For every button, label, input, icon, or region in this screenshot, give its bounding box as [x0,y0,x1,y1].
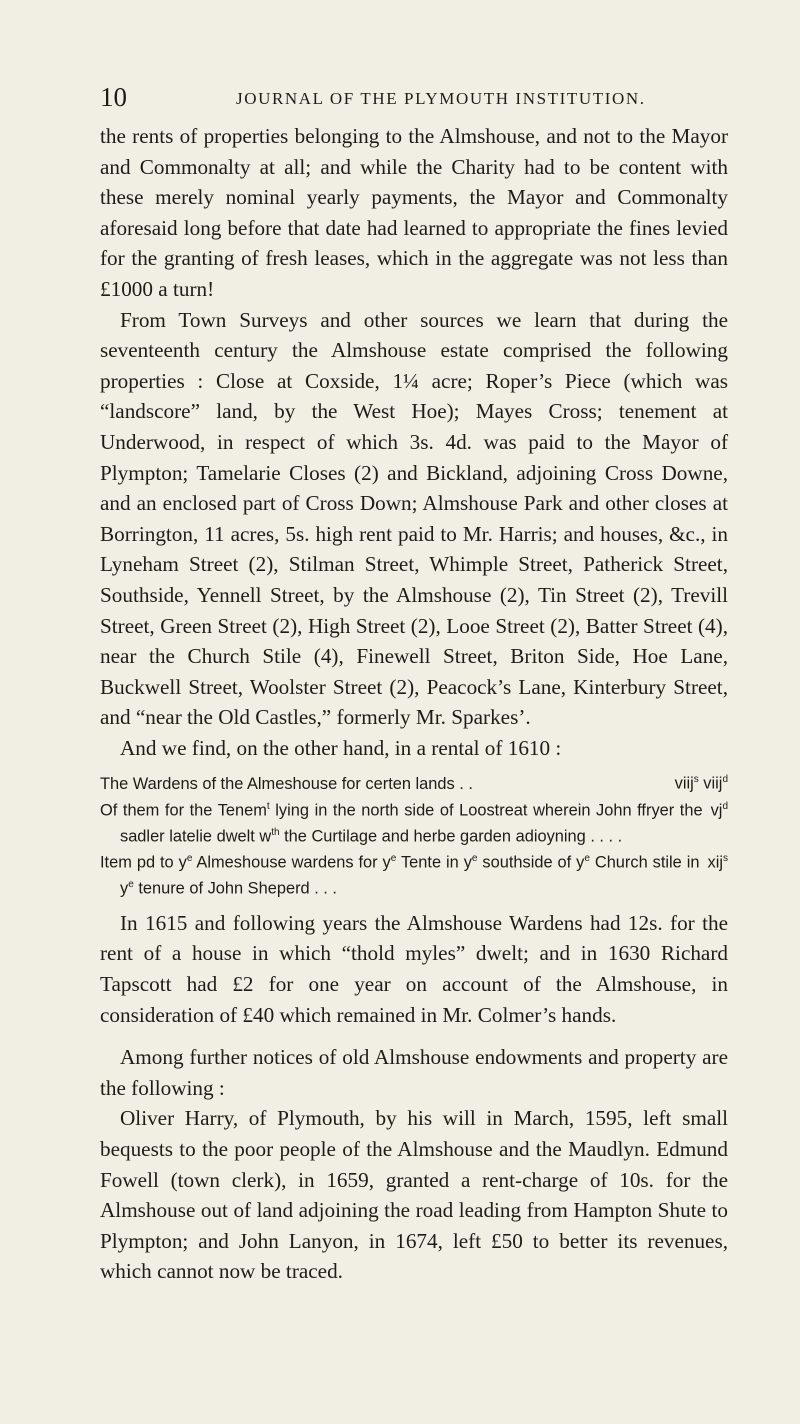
page-number: 10 [100,82,127,112]
paragraph-town-surveys: From Town Surveys and other sources we learn that during the seventeenth century the Almshouse estate comprised the following properties : Close at Coxside, 1¼ acre; Roper’s Piece (which was “landscore” land, by the West Hoe); Mayes Cross; tenement at Underwood, in respect of which 3s. 4d. was paid to the Mayor of Plympton; Tamelarie Closes (2) and Bickland, adjoining Cross Downe, and an enclosed part of Cross Down; Almshouse Park and other closes at Borrington, 11 acres, 5s. high rent paid to Mr. Harris; and houses, &c., in Lyneham Street (2), Stilman Street, Whimple Street, Patherick Street, Southside, Yennell Street, by the Almshouse (2), Tin Street (2), Trevill Street, Green Street (2), High Street (2), Looe Street (2), Batter Street (4), near the Church Stile (4), Finewell Street, Briton Side, Hoe Lane, Buckwell Street, Woolster Street (2), Peacock’s Lane, Kinterbury Street, and “near the Old Castles,” formerly Mr. Sparkes’. [100,307,728,730]
rental-entry-text: The Wardens of the Almeshouse for certen lands [100,774,455,793]
paragraph-further-notices: Among further notices of old Almshouse endowments and property are the following : [100,1045,728,1100]
body-text [100,121,728,1287]
rental-entry [100,769,728,795]
paragraph-1615: In 1615 and following years the Almshouse Wardens had 12s. for the rent of a house in which “thold myles” dwelt; and in 1630 Richard Tapscott had £2 for one year on account of the Almshouse, in consideration of £40 which remained in Mr. Colmer’s hands. [100,910,728,1027]
rental-entry: Item pd to $y^e$ Almeshouse wardens for $y^e$ Tente in $y^e$ southside of $y^e$ Church stile in $y^e$ tenure of John Sheperd . . . xij$^s$ [100,848,728,900]
page-header [100,82,740,112]
rental-entry-amount: viij$^s$ viij$^d$ [674,774,728,793]
rental-entry-leader: . . . [309,879,337,898]
rental-entry-leader: . . [454,774,473,793]
paragraph-rental-intro: And we find, on the other hand, in a rental of 1610 : [120,735,562,760]
paragraph-bequests: Oliver Harry, of Plymouth, by his will in March, 1595, left small bequests to the poor people of the Almshouse and the Maudlyn. Edmund Fowell (town clerk), in 1659, granted a rent-charge of 10s. for the Almshouse out of land adjoining the road leading from Hampton Shute to Plympton; and John Lanyon, in 1674, left £50 to better its revenues, which cannot now be traced. [100,1106,728,1284]
rental-entry-amount: xij$^s$ [707,852,728,872]
rental-entry-amount: $vj^d$ [710,800,728,819]
rental-entry-leader: . . . . [585,827,623,846]
rental-entry: Of them for the Tenem$^t$ lying in the north side of Loostreat wherein John ffryer the sadler latelie dwelt $w^{th}$ the Curtilage and herbe garden adioyning . . . . $vj^d$ [100,796,728,848]
running-head: JOURNAL OF THE PLYMOUTH INSTITUTION. [236,89,646,108]
paragraph-rents: the rents of properties belonging to the Almshouse, and not to the Mayor and Commonalty at all; and while the Charity had to be content with these merely nominal yearly payments, the Mayor and Commonalty aforesaid long before that date had learned to appropriate the fines levied for the granting of fresh leases, which in the aggregate was not less than £1000 a turn! [100,124,728,301]
rental-1610-extract [100,769,728,899]
